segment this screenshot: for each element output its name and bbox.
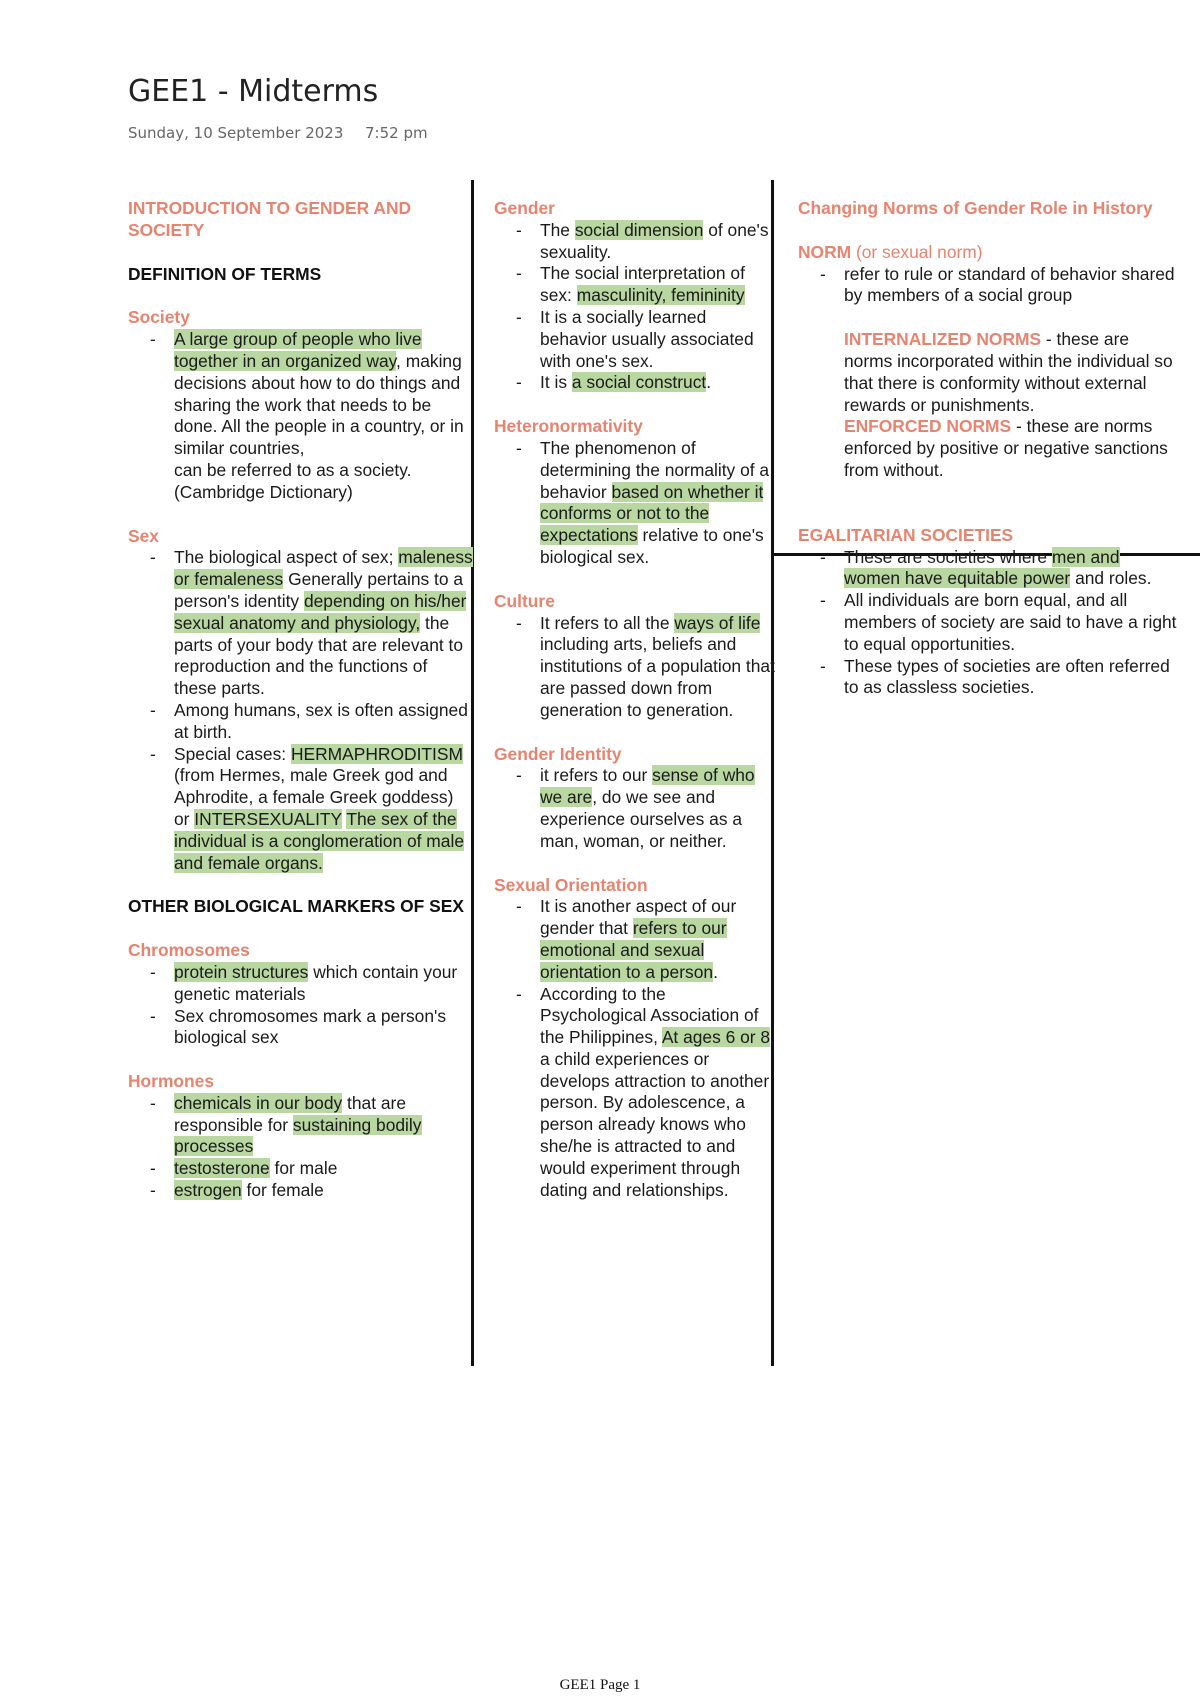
highlight: sustaining bodily processes	[174, 1114, 422, 1157]
heteronormativity-list	[494, 438, 776, 569]
text: , making decisions about how to do things and sharing the work that needs to be done. All the people in a country, or in similar countries,	[174, 350, 464, 459]
enforced-norms	[798, 416, 1178, 481]
definition-heading: DEFINITION OF TERMS	[128, 263, 322, 284]
text: The biological aspect of sex;	[174, 547, 399, 568]
society-list	[128, 329, 473, 503]
column-2	[494, 198, 776, 1201]
term-culture: Culture	[494, 590, 555, 611]
text: It is another aspect of our gender that	[540, 896, 737, 939]
text: ENFORCED NORMS	[844, 416, 1012, 437]
list-item: - refer to rule or standard of behavior shared by members of a social group	[844, 264, 1178, 308]
text: which contain your genetic materials	[174, 961, 458, 1004]
text: - these are norms enforced by positive or negative sanctions from without.	[844, 416, 1168, 480]
text: It is	[540, 372, 572, 393]
list-item: - These types of societies are often referred to as classless societies.	[844, 656, 1178, 700]
highlight: protein structures	[174, 961, 309, 982]
column-1	[128, 198, 473, 1202]
list-item	[540, 984, 776, 1202]
text: NORM	[798, 241, 852, 262]
list-item	[540, 220, 776, 264]
text: The phenomenon of determining the normality of a behavior	[540, 437, 770, 502]
highlight: social dimension	[574, 219, 704, 240]
page-title: GEE1 - Midterms	[128, 74, 379, 109]
highlight: HERMAPHRODITISM	[290, 743, 463, 764]
highlight: masculinity, femininity	[576, 285, 745, 306]
list-item	[174, 1158, 473, 1180]
highlight: based on whether it conforms or not to the expectations	[540, 481, 764, 546]
text: , do we see and experience ourselves as a man, woman, or neither.	[540, 787, 743, 851]
list-item	[540, 438, 776, 569]
page-date: Sunday, 10 September 2023	[128, 124, 344, 142]
hormones-list	[128, 1093, 473, 1202]
text: for male	[269, 1158, 338, 1179]
highlight: men and women have equitable power	[844, 546, 1120, 589]
text: it refers to our	[540, 765, 653, 786]
text: It refers to all the	[540, 612, 675, 633]
egalitarian-list	[798, 547, 1178, 700]
text: INTERNALIZED NORMS	[844, 329, 1042, 350]
page-time: 7:52 pm	[365, 124, 428, 142]
term-sexual-orientation: Sexual Orientation	[494, 874, 648, 895]
text: .	[706, 372, 712, 393]
term-sex: Sex	[128, 525, 159, 546]
highlight: At ages 6 or 8	[661, 1027, 771, 1048]
highlight: The sex of the individual is a conglomeration of male and female organs.	[174, 808, 465, 873]
list-item	[540, 765, 776, 852]
list-item	[174, 962, 473, 1006]
section-heading-norms: Changing Norms of Gender Role in History	[798, 198, 1153, 218]
other-markers-heading: OTHER BIOLOGICAL MARKERS OF SEX	[128, 896, 464, 917]
term-norm	[798, 242, 1178, 264]
text: that are responsible for	[174, 1092, 407, 1135]
highlight: maleness or femaleness	[174, 547, 473, 590]
highlight: a social construct	[571, 372, 707, 393]
list-item	[844, 547, 1178, 591]
text: for female	[241, 1180, 324, 1201]
list-item	[174, 1093, 473, 1158]
list-item	[540, 372, 776, 394]
highlight: ways of life	[674, 612, 761, 633]
text: including arts, beliefs and institutions of a population that are passed down from generation to generation.	[540, 634, 775, 720]
highlight: chemicals in our body	[174, 1092, 343, 1113]
gender-list	[494, 220, 776, 394]
list-item: - Sex chromosomes mark a person's biological sex	[174, 1006, 473, 1050]
highlight: A large group of people who live together in an organized way	[174, 329, 422, 371]
list-item	[540, 263, 776, 307]
text: According to the Psychological Association of the Philippines,	[540, 983, 759, 1048]
text: relative to one's biological sex.	[540, 525, 764, 567]
list-item	[174, 1180, 473, 1202]
text: The social interpretation of sex:	[540, 263, 745, 306]
list-item	[540, 613, 776, 722]
text: (or sexual norm)	[851, 241, 983, 262]
text: Special cases:	[174, 743, 291, 764]
norm-list	[798, 264, 1178, 308]
gender-identity-list	[494, 765, 776, 852]
highlight: refers to our emotional and sexual orientation to a person	[540, 918, 727, 982]
text: Generally pertains to a person's identity	[174, 569, 464, 611]
highlight: sense of who we are	[540, 765, 755, 808]
list-item: - Among humans, sex is often assigned at birth.	[174, 700, 473, 744]
term-heteronormativity: Heteronormativity	[494, 416, 643, 437]
chromosomes-list	[128, 962, 473, 1049]
culture-list	[494, 613, 776, 722]
internalized-norms	[798, 329, 1178, 416]
column-3	[798, 198, 1178, 699]
page-footer: GEE1 Page 1	[559, 1677, 641, 1693]
section-heading: INTRODUCTION TO GENDER AND SOCIETY	[128, 198, 412, 240]
list-item: - It is a socially learned behavior usually associated with one's sex.	[540, 307, 776, 372]
text: , a child experiences or develops attraction to another person. By adolescence, a person already knows who she/he is attracted to and would experiment through dating and relationships.	[540, 1027, 775, 1200]
term-egalitarian: EGALITARIAN SOCIETIES	[798, 524, 1014, 545]
highlight: estrogen	[174, 1180, 242, 1201]
term-society: Society	[128, 307, 190, 328]
term-chromosomes: Chromosomes	[128, 940, 250, 961]
term-gender: Gender	[494, 198, 555, 218]
highlight: depending on his/her sexual anatomy and physiology,	[174, 590, 467, 633]
text: can be referred to as a society.	[174, 459, 412, 480]
list-item: - All individuals are born equal, and all members of society are said to have a right to equal opportunities.	[844, 590, 1178, 655]
text: and roles.	[1070, 568, 1152, 589]
text: of one's sexuality.	[540, 219, 769, 262]
text: (Cambridge Dictionary)	[174, 481, 353, 502]
text: .	[713, 961, 718, 982]
list-item	[540, 896, 776, 983]
list-item	[174, 329, 473, 503]
list-item	[174, 547, 473, 700]
text: The	[540, 219, 575, 240]
term-hormones: Hormones	[128, 1071, 215, 1092]
sexual-orientation-list	[494, 896, 776, 1201]
text: the parts of your body that are relevant to reproduction and the functions of these parts.	[174, 612, 464, 699]
list-item	[174, 744, 473, 875]
highlight: testosterone	[174, 1158, 270, 1179]
highlight: INTERSEXUALITY	[194, 808, 342, 829]
term-gender-identity: Gender Identity	[494, 743, 622, 764]
sex-list	[128, 547, 473, 874]
text: These are societies where	[844, 546, 1052, 567]
text: (from Hermes, male Greek god and Aphrodite, a female Greek goddess) or	[174, 765, 454, 829]
text: - these are norms incorporated within the individual so that there is conformity without external rewards or punishments.	[844, 329, 1173, 415]
